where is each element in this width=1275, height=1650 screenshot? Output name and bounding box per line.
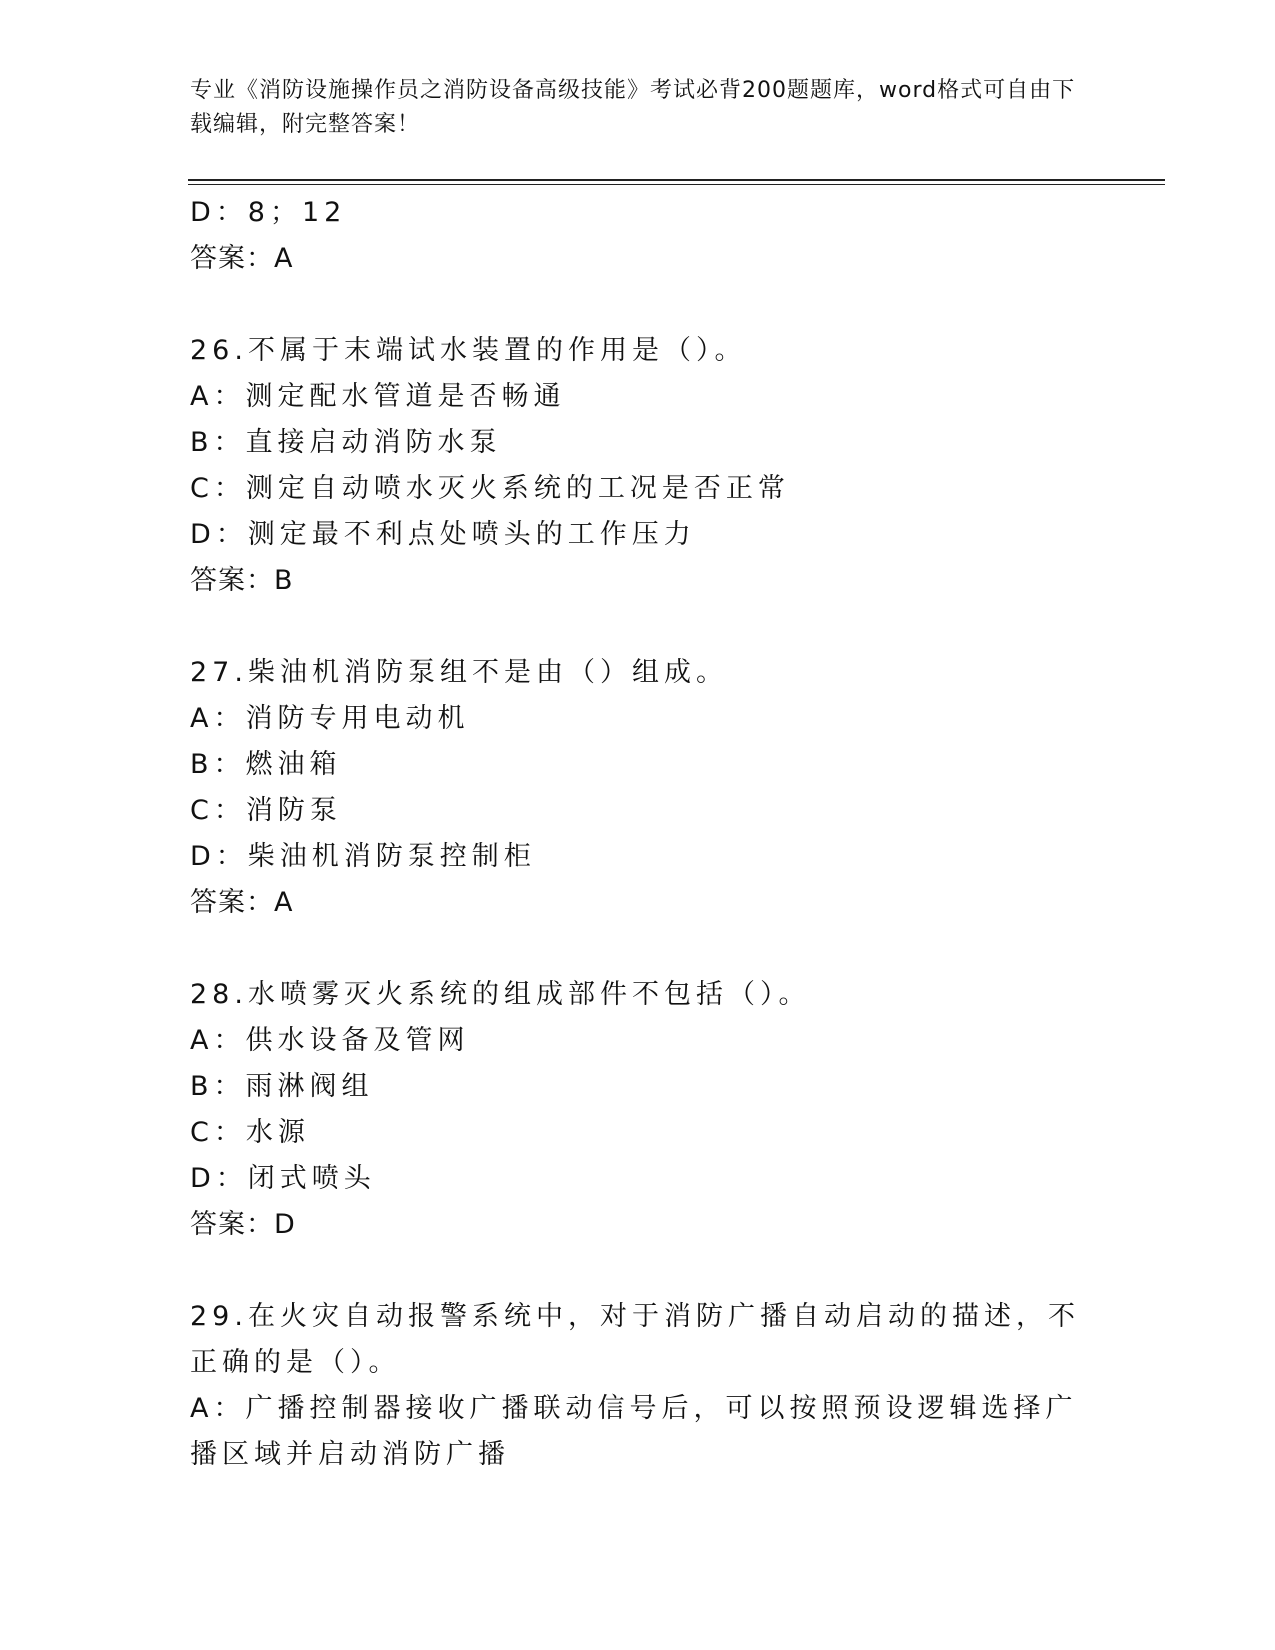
header-divider: [188, 179, 1165, 181]
option-a: A：广播控制器接收广播联动信号后，可以按照预设逻辑选择广播区域并启动消防广播: [190, 1393, 1078, 1470]
option-d: D：测定最不利点处喷头的工作压力: [190, 519, 696, 550]
question-list: [190, 190, 1090, 1478]
option-c: C：水源: [190, 1117, 310, 1148]
option-a: A：供水设备及管网: [190, 1025, 470, 1056]
option-a: A：测定配水管道是否畅通: [190, 381, 566, 412]
option-c: C：消防泵: [190, 795, 342, 826]
option-d: D：8；12: [190, 197, 347, 228]
question-stem: 27.柴油机消防泵组不是由（）组成。: [190, 657, 728, 688]
header-divider-thin: [188, 184, 1165, 185]
option-c: C：测定自动喷水灭火系统的工况是否正常: [190, 473, 790, 504]
answer-line: 答案：A: [190, 887, 294, 918]
answer-line: 答案：A: [190, 243, 294, 274]
answer-line: 答案：D: [190, 1209, 296, 1240]
option-b: B：直接启动消防水泵: [190, 427, 502, 458]
option-d: D：闭式喷头: [190, 1163, 376, 1194]
option-b: B：燃油箱: [190, 749, 342, 780]
question-stem: 26.不属于末端试水装置的作用是（）。: [190, 335, 747, 366]
document-header: 专业《消防设施操作员之消防设备高级技能》考试必背200题题库，word格式可自由下载编辑，附完整答案！: [190, 78, 1076, 137]
option-b: B：雨淋阀组: [190, 1071, 374, 1102]
option-a: A：消防专用电动机: [190, 703, 470, 734]
question-stem: 29.在火灾自动报警系统中，对于消防广播自动启动的描述，不正确的是（）。: [190, 1301, 1080, 1378]
question-stem: 28.水喷雾灭火系统的组成部件不包括（）。: [190, 979, 811, 1010]
option-d: D：柴油机消防泵控制柜: [190, 841, 536, 872]
answer-line: 答案：B: [190, 565, 294, 596]
